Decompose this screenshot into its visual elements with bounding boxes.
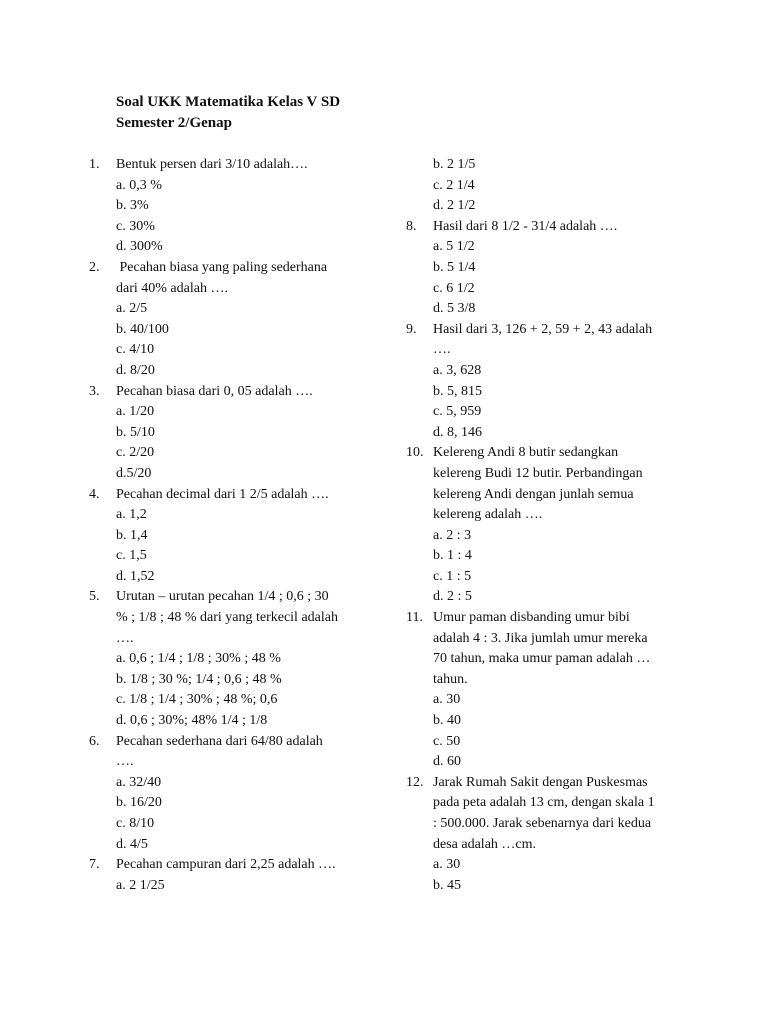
question-text: 70 tahun, maka umur paman adalah … [433, 651, 651, 667]
question-12 [406, 773, 696, 855]
option-c: c. 1,5 [116, 548, 147, 564]
option-c: c. 1/8 ; 1/4 ; 30% ; 48 %; 0,6 [116, 692, 278, 708]
option-d: d. 4/5 [116, 836, 148, 852]
option-c: c. 5, 959 [433, 404, 482, 420]
question-text: Jarak Rumah Sakit dengan Puskesmas [433, 774, 648, 790]
question-text: kelereng Budi 12 butir. Perbandingan [433, 465, 643, 481]
option-c: c. 8/10 [116, 816, 155, 831]
question-text: Umur paman disbanding umur bibi [433, 610, 630, 626]
question-3 [89, 382, 369, 403]
option-b: b. 5/10 [116, 424, 155, 440]
question-text: tahun. [433, 671, 468, 687]
question-number: 7. [89, 857, 100, 873]
option-d: d. 5 3/8 [433, 301, 476, 317]
option-c: c. 1 : 5 [433, 568, 472, 584]
option-d: d. 1,52 [116, 568, 155, 584]
option-d: d. 2 : 5 [433, 589, 472, 605]
question-number: 1. [89, 157, 100, 172]
question-number: 2. [89, 259, 100, 275]
question-4 [89, 485, 369, 506]
option-d: d. 0,6 ; 30%; 48% 1/4 ; 1/8 [116, 713, 268, 729]
question-text: Hasil dari 3, 126 + 2, 59 + 2, 43 adalah [433, 321, 653, 337]
option-a: a. 32/40 [116, 774, 162, 790]
question-2 [89, 258, 369, 299]
title-line-1: Soal UKK Matematika Kelas V SD [116, 94, 341, 110]
question-number: 12. [406, 774, 424, 790]
question-text: Hasil dari 8 1/2 - 31/4 adalah …. [433, 218, 618, 234]
option-b: b. 1/8 ; 30 %; 1/4 ; 0,6 ; 48 % [116, 671, 282, 687]
option-c: c. 4/10 [116, 342, 155, 358]
option-b: b. 2 1/5 [433, 157, 476, 172]
question-text: Urutan – urutan pecahan 1/4 ; 0,6 ; 30 [116, 589, 329, 605]
question-number: 4. [89, 486, 100, 502]
option-a: a. 1/20 [116, 404, 155, 420]
question-text: dari 40% adalah …. [116, 280, 228, 296]
question-text: Kelereng Andi 8 butir sedangkan [433, 445, 619, 461]
option-a: a. 3, 628 [433, 362, 482, 378]
option-a: a. 0,6 ; 1/4 ; 1/8 ; 30% ; 48 % [116, 651, 281, 667]
option-b: b. 45 [433, 877, 461, 893]
option-b: b. 5, 815 [433, 383, 482, 399]
left-column [89, 155, 369, 896]
option-d: d. 300% [116, 239, 163, 255]
option-d: d. 2 1/2 [433, 198, 476, 214]
option-c: c. 2/20 [116, 445, 155, 461]
option-b: b. 40/100 [116, 321, 169, 337]
question-1 [89, 155, 369, 176]
question-text: : 500.000. Jarak sebenarnya dari kedua [433, 816, 652, 831]
question-text: Pecahan decimal dari 1 2/5 adalah …. [116, 486, 329, 502]
option-a: a. 1,2 [116, 507, 147, 523]
option-c: c. 50 [433, 733, 461, 749]
option-c: c. 6 1/2 [433, 280, 475, 296]
question-number: 5. [89, 589, 100, 605]
question-text: Pecahan campuran dari 2,25 adalah …. [116, 857, 336, 873]
option-a: a. 0,3 % [116, 177, 162, 193]
option-d: d. 8, 146 [433, 424, 482, 440]
question-8 [406, 217, 696, 238]
option-b: b. 40 [433, 713, 461, 729]
question-text: …. [116, 630, 134, 646]
question-7 [89, 855, 369, 876]
question-number: 6. [89, 733, 100, 749]
question-5 [89, 587, 369, 649]
option-b: b. 1,4 [116, 527, 148, 543]
question-6 [89, 732, 369, 773]
question-text: adalah 4 : 3. Jika jumlah umur mereka [433, 630, 648, 646]
option-b: b. 1 : 4 [433, 548, 472, 564]
option-c: c. 30% [116, 218, 155, 234]
option-a: a. 30 [433, 692, 461, 708]
question-text: Pecahan biasa yang paling sederhana [116, 259, 328, 275]
question-text: kelereng adalah …. [433, 507, 543, 523]
question-text: Pecahan biasa dari 0, 05 adalah …. [116, 383, 313, 399]
option-d: d. 8/20 [116, 362, 155, 378]
option-c: c. 2 1/4 [433, 177, 475, 193]
question-number: 10. [406, 445, 424, 461]
question-text: desa adalah …cm. [433, 836, 537, 852]
question-11 [406, 608, 696, 690]
option-a: a. 2 1/25 [116, 877, 165, 893]
title-line-2: Semester 2/Genap [116, 114, 232, 131]
question-text: % ; 1/8 ; 48 % dari yang terkecil adalah [116, 610, 338, 626]
option-a: a. 30 [433, 857, 461, 873]
option-b: b. 5 1/4 [433, 259, 476, 275]
question-number: 3. [89, 383, 100, 399]
option-b: b. 16/20 [116, 795, 162, 811]
question-text: …. [433, 342, 451, 358]
option-a: a. 5 1/2 [433, 239, 475, 255]
question-text: Pecahan sederhana dari 64/80 adalah [116, 733, 323, 749]
option-a: a. 2 : 3 [433, 527, 472, 543]
question-number: 11. [406, 610, 423, 626]
question-9 [406, 320, 696, 361]
right-column [406, 155, 696, 896]
question-text: …. [116, 754, 134, 770]
option-b: b. 3% [116, 198, 149, 214]
question-number: 9. [406, 321, 417, 337]
question-number: 8. [406, 218, 417, 234]
document-title [116, 92, 340, 133]
question-10 [406, 443, 696, 525]
question-text: kelereng Andi dengan junlah semua [433, 486, 634, 502]
question-text: Bentuk persen dari 3/10 adalah…. [116, 157, 308, 172]
question-text: pada peta adalah 13 cm, dengan skala 1 [433, 795, 655, 811]
option-d: d.5/20 [116, 465, 152, 481]
option-a: a. 2/5 [116, 301, 148, 317]
option-d: d. 60 [433, 754, 461, 770]
